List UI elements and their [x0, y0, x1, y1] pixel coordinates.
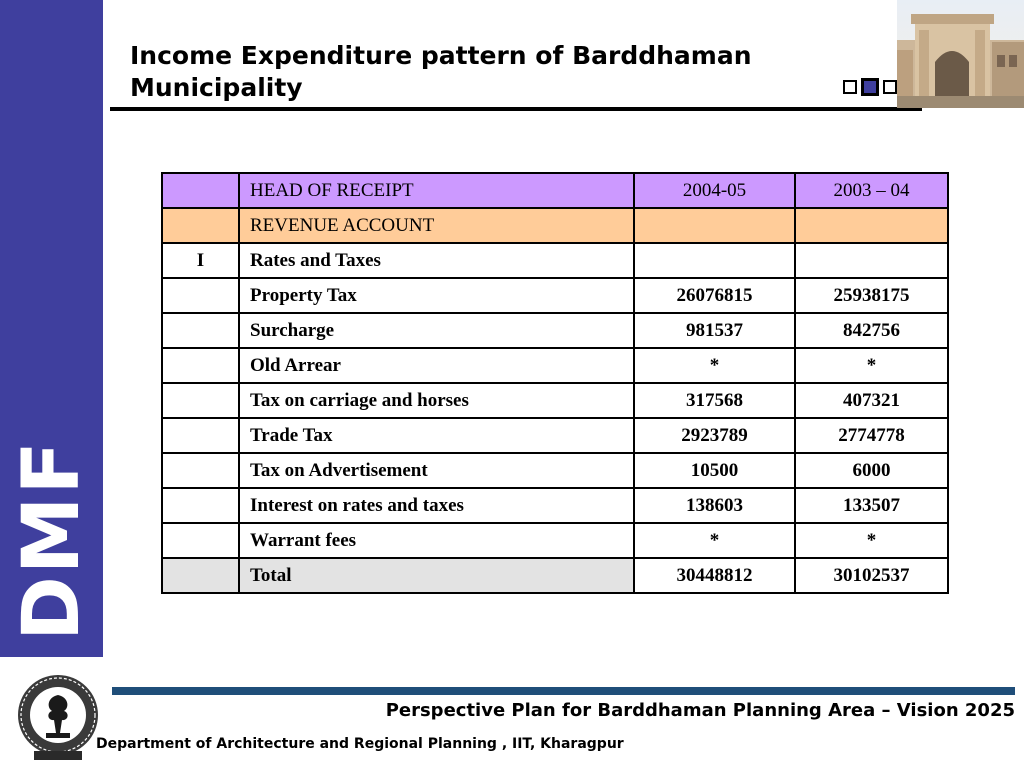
- row-serial: [162, 383, 239, 418]
- total-value-2004-05: 30448812: [634, 558, 795, 593]
- row-value-2003-04: 407321: [795, 383, 948, 418]
- iit-kharagpur-logo-icon: [16, 673, 100, 761]
- row-value-2003-04: 2774778: [795, 418, 948, 453]
- row-label: Surcharge: [239, 313, 634, 348]
- row-value-2003-04: *: [795, 348, 948, 383]
- row-label: Trade Tax: [239, 418, 634, 453]
- section-row-revenue-account: [162, 208, 948, 243]
- table-row: [162, 313, 948, 348]
- row-serial: [162, 418, 239, 453]
- table-row: [162, 453, 948, 488]
- row-value-2003-04: 6000: [795, 453, 948, 488]
- table-header-row: [162, 173, 948, 208]
- row-label: Tax on carriage and horses: [239, 383, 634, 418]
- row-value-2004-05: 981537: [634, 313, 795, 348]
- total-serial: [162, 558, 239, 593]
- table-row: [162, 418, 948, 453]
- slide-navigation: [843, 80, 897, 96]
- row-label: Rates and Taxes: [239, 243, 634, 278]
- table-row: [162, 488, 948, 523]
- total-label: Total: [239, 558, 634, 593]
- row-serial: I: [162, 243, 239, 278]
- row-value-2004-05: *: [634, 523, 795, 558]
- nav-square-active-icon: [861, 78, 879, 96]
- section-value-2004-05: [634, 208, 795, 243]
- row-value-2003-04: 25938175: [795, 278, 948, 313]
- row-label: Interest on rates and taxes: [239, 488, 634, 523]
- header-head-of-receipt: HEAD OF RECEIPT: [239, 173, 634, 208]
- table-row: [162, 348, 948, 383]
- header-serial-cell: [162, 173, 239, 208]
- footer-department: Department of Architecture and Regional Planning , IIT, Kharagpur: [96, 736, 624, 752]
- table-row: [162, 523, 948, 558]
- row-value-2004-05: 2923789: [634, 418, 795, 453]
- total-row: [162, 558, 948, 593]
- row-value-2003-04: *: [795, 523, 948, 558]
- row-label: Property Tax: [239, 278, 634, 313]
- row-value-2004-05: 26076815: [634, 278, 795, 313]
- row-serial: [162, 278, 239, 313]
- section-label: REVENUE ACCOUNT: [239, 208, 634, 243]
- footer-rule: [112, 687, 1015, 695]
- title-underline: [110, 107, 922, 111]
- total-value-2003-04: 30102537: [795, 558, 948, 593]
- dmf-brand-text: DMF: [7, 439, 97, 641]
- row-value-2004-05: 138603: [634, 488, 795, 523]
- header-year-2003-04: 2003 – 04: [795, 173, 948, 208]
- row-value-2003-04: [795, 243, 948, 278]
- table-row: [162, 278, 948, 313]
- row-value-2004-05: *: [634, 348, 795, 383]
- section-value-2003-04: [795, 208, 948, 243]
- row-value-2003-04: 133507: [795, 488, 948, 523]
- footer-title: Perspective Plan for Barddhaman Planning Area – Vision 2025: [385, 700, 1015, 721]
- nav-square-icon: [843, 80, 857, 94]
- section-serial-cell: [162, 208, 239, 243]
- row-label: Old Arrear: [239, 348, 634, 383]
- gateway-photo: [897, 0, 1024, 108]
- page-title: Income Expenditure pattern of Barddhaman Municipality: [130, 41, 752, 102]
- table-row: [162, 383, 948, 418]
- row-value-2004-05: 317568: [634, 383, 795, 418]
- sidebar-band: [0, 0, 103, 657]
- row-label: Tax on Advertisement: [239, 453, 634, 488]
- row-serial: [162, 453, 239, 488]
- row-value-2004-05: [634, 243, 795, 278]
- header-year-2004-05: 2004-05: [634, 173, 795, 208]
- table-row: [162, 243, 948, 278]
- row-serial: [162, 348, 239, 383]
- nav-square-icon: [883, 80, 897, 94]
- row-value-2003-04: 842756: [795, 313, 948, 348]
- row-serial: [162, 488, 239, 523]
- row-value-2004-05: 10500: [634, 453, 795, 488]
- row-serial: [162, 523, 239, 558]
- income-table: [161, 172, 949, 594]
- row-label: Warrant fees: [239, 523, 634, 558]
- row-serial: [162, 313, 239, 348]
